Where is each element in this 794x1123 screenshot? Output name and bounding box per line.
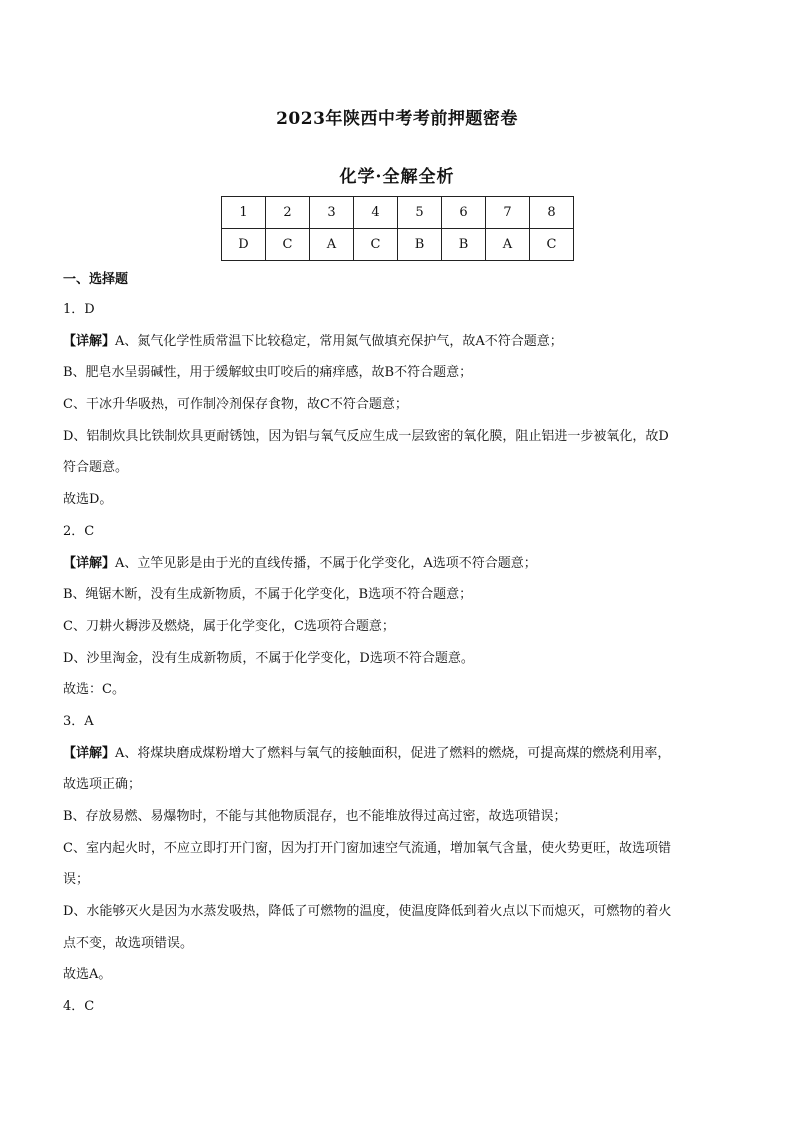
answer-cell: A [486, 229, 530, 261]
conclusion-line: 故选D。 [63, 492, 113, 508]
answer-line: C、刀耕火耨涉及燃烧，属于化学变化，C选项符合题意； [63, 618, 395, 634]
question-number-cell: 4 [354, 197, 398, 229]
answer-line: 误； [63, 872, 90, 888]
detail-tag: 【详解】 [63, 333, 116, 349]
answer-line: D、水能够灭火是因为水蒸发吸热，降低了可燃物的温度，使温度降低到着火点以下而熄灭，可燃物的着火 [63, 904, 672, 920]
section-heading: 一、选择题 [63, 272, 129, 287]
question-number: 3．A [63, 713, 94, 729]
answer-line: B、肥皂水呈弱碱性，用于缓解蚊虫叮咬后的痛痒感，故B不符合题意； [63, 365, 473, 381]
question-number-cell: 6 [442, 197, 486, 229]
question-number: 2．C [63, 523, 95, 539]
detail-line [63, 548, 733, 580]
answer-line: B、绳锯木断，没有生成新物质，不属于化学变化，B选项不符合题意； [63, 587, 473, 603]
answer-cell: D [222, 229, 266, 261]
answer-table-number-row [222, 197, 574, 229]
detail-tag: 【详解】 [63, 555, 116, 571]
answer-cell: C [266, 229, 310, 261]
question-number-cell: 8 [530, 197, 574, 229]
page-title: 2023年陕西中考考前押题密卷 [276, 109, 518, 129]
conclusion-line: 故选：C。 [63, 682, 125, 698]
question-number: 4．C [63, 999, 95, 1015]
answer-line: 符合题意。 [63, 460, 129, 476]
answer-line: D、沙里淘金，没有生成新物质，不属于化学变化，D选项不符合题意。 [63, 650, 474, 666]
detail-line [63, 326, 733, 358]
detail-tag: 【详解】 [63, 745, 116, 761]
detail-text: A、立竿见影是由于光的直线传播，不属于化学变化，A选项不符合题意； [115, 555, 537, 571]
page-subtitle: 化学·全解全析 [339, 167, 455, 187]
answer-line: 点不变，故选项错误。 [63, 935, 194, 951]
answer-cell: C [530, 229, 574, 261]
question-number: 1．D [63, 302, 95, 317]
question-number-cell: 5 [398, 197, 442, 229]
detail-text: A、氮气化学性质常温下比较稳定，常用氮气做填充保护气，故A不符合题意； [115, 333, 563, 349]
answer-line: D、铝制炊具比铁制炊具更耐锈蚀，因为铝与氧气反应生成一层致密的氧化膜，阻止铝进一步被氧化，故D [63, 428, 669, 444]
answer-line: B、存放易燃、易爆物时，不能与其他物质混存，也不能堆放得过高过密，故选项错误； [63, 809, 567, 824]
conclusion-line: 故选A。 [63, 967, 112, 983]
answer-table [221, 196, 574, 261]
answer-table-answer-row [222, 229, 574, 261]
detail-text: A、将煤块磨成煤粉增大了燃料与氧气的接触面积，促进了燃料的燃烧，可提高煤的燃烧利用率， [115, 745, 671, 761]
solutions-body [63, 294, 733, 1023]
answer-cell: A [310, 229, 354, 261]
answer-cell: B [398, 229, 442, 261]
detail-line [63, 738, 733, 770]
question-number-cell: 3 [310, 197, 354, 229]
answer-line: C、干冰升华吸热，可作制冷剂保存食物，故C不符合题意； [63, 397, 408, 413]
question-number-cell: 7 [486, 197, 530, 229]
answer-cell: B [442, 229, 486, 261]
question-number-cell: 2 [266, 197, 310, 229]
answer-line: C、室内起火时，不应立即打开门窗，因为打开门窗加速空气流通，增加氧气含量，使火势更旺，故选项错 [63, 840, 671, 856]
question-number-cell: 1 [222, 197, 266, 229]
answer-cell: C [354, 229, 398, 261]
answer-line: 故选项正确； [63, 777, 142, 793]
